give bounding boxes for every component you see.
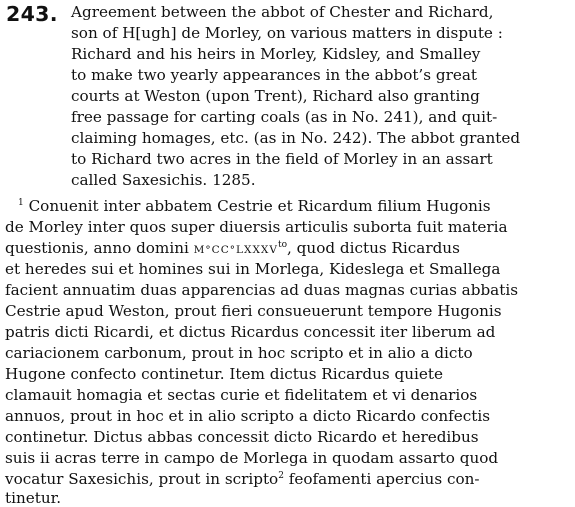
charter-line: Cestrie apud Weston, prout fieri consueuerunt tempore Hugonis [5, 302, 502, 320]
entry-number: 243. [6, 2, 58, 26]
summary-line: courts at Weston (upon Trent), Richard also granting [71, 87, 480, 105]
summary-line: to make two yearly appearances in the abbot’s great [71, 66, 478, 84]
charter-line: suis ii acras terre in campo de Morlega in quodam assarto quod [5, 449, 499, 467]
charter-line [5, 239, 460, 257]
charter-line-text: Conuenit inter abbatem Cestrie et Ricardum filium Hugonis [28, 197, 491, 215]
charter-line [5, 470, 480, 488]
summary-line: to Richard two acres in the field of Morley in an assart [71, 150, 493, 168]
date-suffix: to [277, 240, 288, 250]
charter-line-text: questionis, anno domini [5, 239, 194, 257]
charter-line: cariacionem carbonum, prout in hoc scripto et in alio a dicto [5, 344, 473, 362]
summary-line: called Saxesichis. 1285. [71, 171, 256, 189]
charter-line: continetur. Dictus abbas concessit dicto Ricardo et heredibus [5, 428, 479, 446]
summary-line: free passage for carting coals (as in No. 241), and quit- [71, 108, 498, 126]
charter-line: facient annuatim duas apparencias ad duas magnas curias abbatis [5, 281, 518, 299]
charter-line-text: feofamenti apercius con- [283, 470, 480, 488]
footnote-marker: 2 [278, 471, 284, 481]
charter-line [18, 197, 491, 215]
summary-line: Richard and his heirs in Morley, Kidsley, and Smalley [71, 45, 481, 63]
charter-line: tinetur. [5, 489, 62, 507]
date-numeral: M°CC°LXXXV [193, 244, 278, 256]
charter-line: patris dicti Ricardi, et dictus Ricardus concessit iter liberum ad [5, 323, 496, 341]
charter-line: et heredes sui et homines sui in Morlega, Kideslega et Smallega [5, 260, 501, 278]
charter-line-text: vocatur Saxesichis, prout in scripto [5, 470, 279, 488]
summary-line: Agreement between the abbot of Chester and Richard, [71, 3, 494, 21]
charter-line: de Morley inter quos super diuersis articulis suborta fuit materia [5, 218, 508, 236]
charter-line: Hugone confecto continetur. Item dictus Ricardus quiete [5, 365, 443, 383]
charter-line: annuos, prout in hoc et in alio scripto a dicto Ricardo confectis [5, 407, 491, 425]
charter-line-text: , quod dictus Ricardus [287, 239, 460, 257]
summary-line: son of H[ugh] de Morley, on various matters in dispute : [71, 24, 503, 42]
summary-line: claiming homages, etc. (as in No. 242). The abbot granted [71, 129, 521, 147]
charter-line: clamauit homagia et sectas curie et fidelitatem et vi denarios [5, 386, 478, 404]
footnote-marker: 1 [18, 198, 24, 208]
